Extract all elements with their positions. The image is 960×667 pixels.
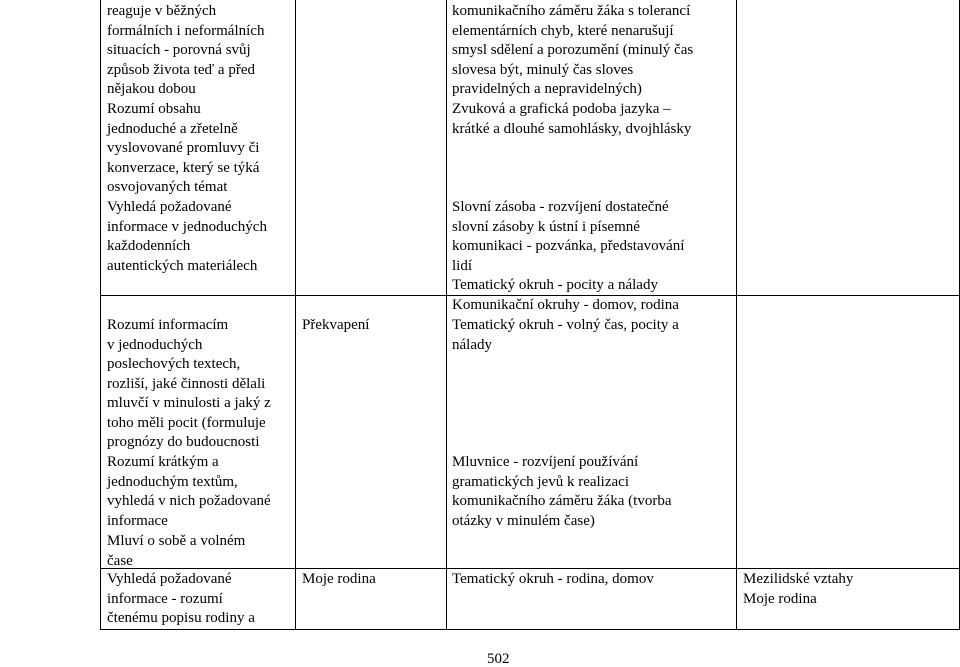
page-number: 502 bbox=[487, 651, 510, 667]
column-divider bbox=[295, 0, 296, 630]
crosscurricular-text: Mezilidské vztahy Moje rodina bbox=[743, 571, 854, 607]
content-text: komunikačního záměru žáka s tolerancí elementárních chyb, které nenarušují smysl sdělení a porozumění (minulý čas slovesa být, minulý čas sloves pravidelných a nepravidelných) bbox=[452, 3, 694, 97]
outcome-text: Vyhledá požadované informace v jednoduchých každodenních autentických materiálech bbox=[107, 199, 267, 274]
column-divider bbox=[736, 0, 737, 630]
content-text: Zvuková a grafická podoba jazyka – krátké a dlouhé samohlásky, dvojhlásky bbox=[452, 101, 692, 137]
column-divider bbox=[446, 0, 447, 630]
content-text: Komunikační okruhy - domov, rodina bbox=[452, 297, 679, 313]
outcome-text: Rozumí krátkým a jednoduchým textům, vyhledá v nich požadované informace bbox=[107, 454, 271, 529]
topic-title: Překvapení bbox=[302, 317, 370, 333]
table-border-left bbox=[100, 0, 101, 630]
outcome-text: reaguje v běžných formálních i neformálních situacích - porovná svůj způsob života teď a před nějakou dobou bbox=[107, 3, 265, 97]
curriculum-table bbox=[100, 0, 960, 630]
outcome-text: Mluví o sobě a volném čase bbox=[107, 533, 246, 569]
outcome-text: Rozumí obsahu jednoduché a zřetelně vyslovované promluvy či konverzace, který se týká osvojovaných témat bbox=[107, 101, 260, 195]
content-text: Tematický okruh - volný čas, pocity a nálady bbox=[452, 317, 679, 353]
content-text: Mluvnice - rozvíjení používání gramatických jevů k realizaci komunikačního záměru žáka (tvorba otázky v minulém čase) bbox=[452, 454, 672, 529]
content-text: Tematický okruh - pocity a nálady bbox=[452, 277, 658, 293]
content-text: Slovní zásoba - rozvíjení dostatečné slovní zásoby k ústní i písemné komunikaci - pozvánka, představování lidí bbox=[452, 199, 685, 274]
outcome-text: Vyhledá požadované informace - rozumí čtenému popisu rodiny a bbox=[107, 571, 255, 626]
outcome-text: Rozumí informacím v jednoduchých poslechových textech, rozliší, jaké činnosti dělali mluvčí v minulosti a jaký z toho měli pocit (formuluje prognózy do budoucnosti bbox=[107, 317, 271, 450]
content-text: Tematický okruh - rodina, domov bbox=[452, 571, 654, 587]
table-border-bottom bbox=[100, 629, 960, 630]
topic-title: Moje rodina bbox=[302, 571, 376, 587]
